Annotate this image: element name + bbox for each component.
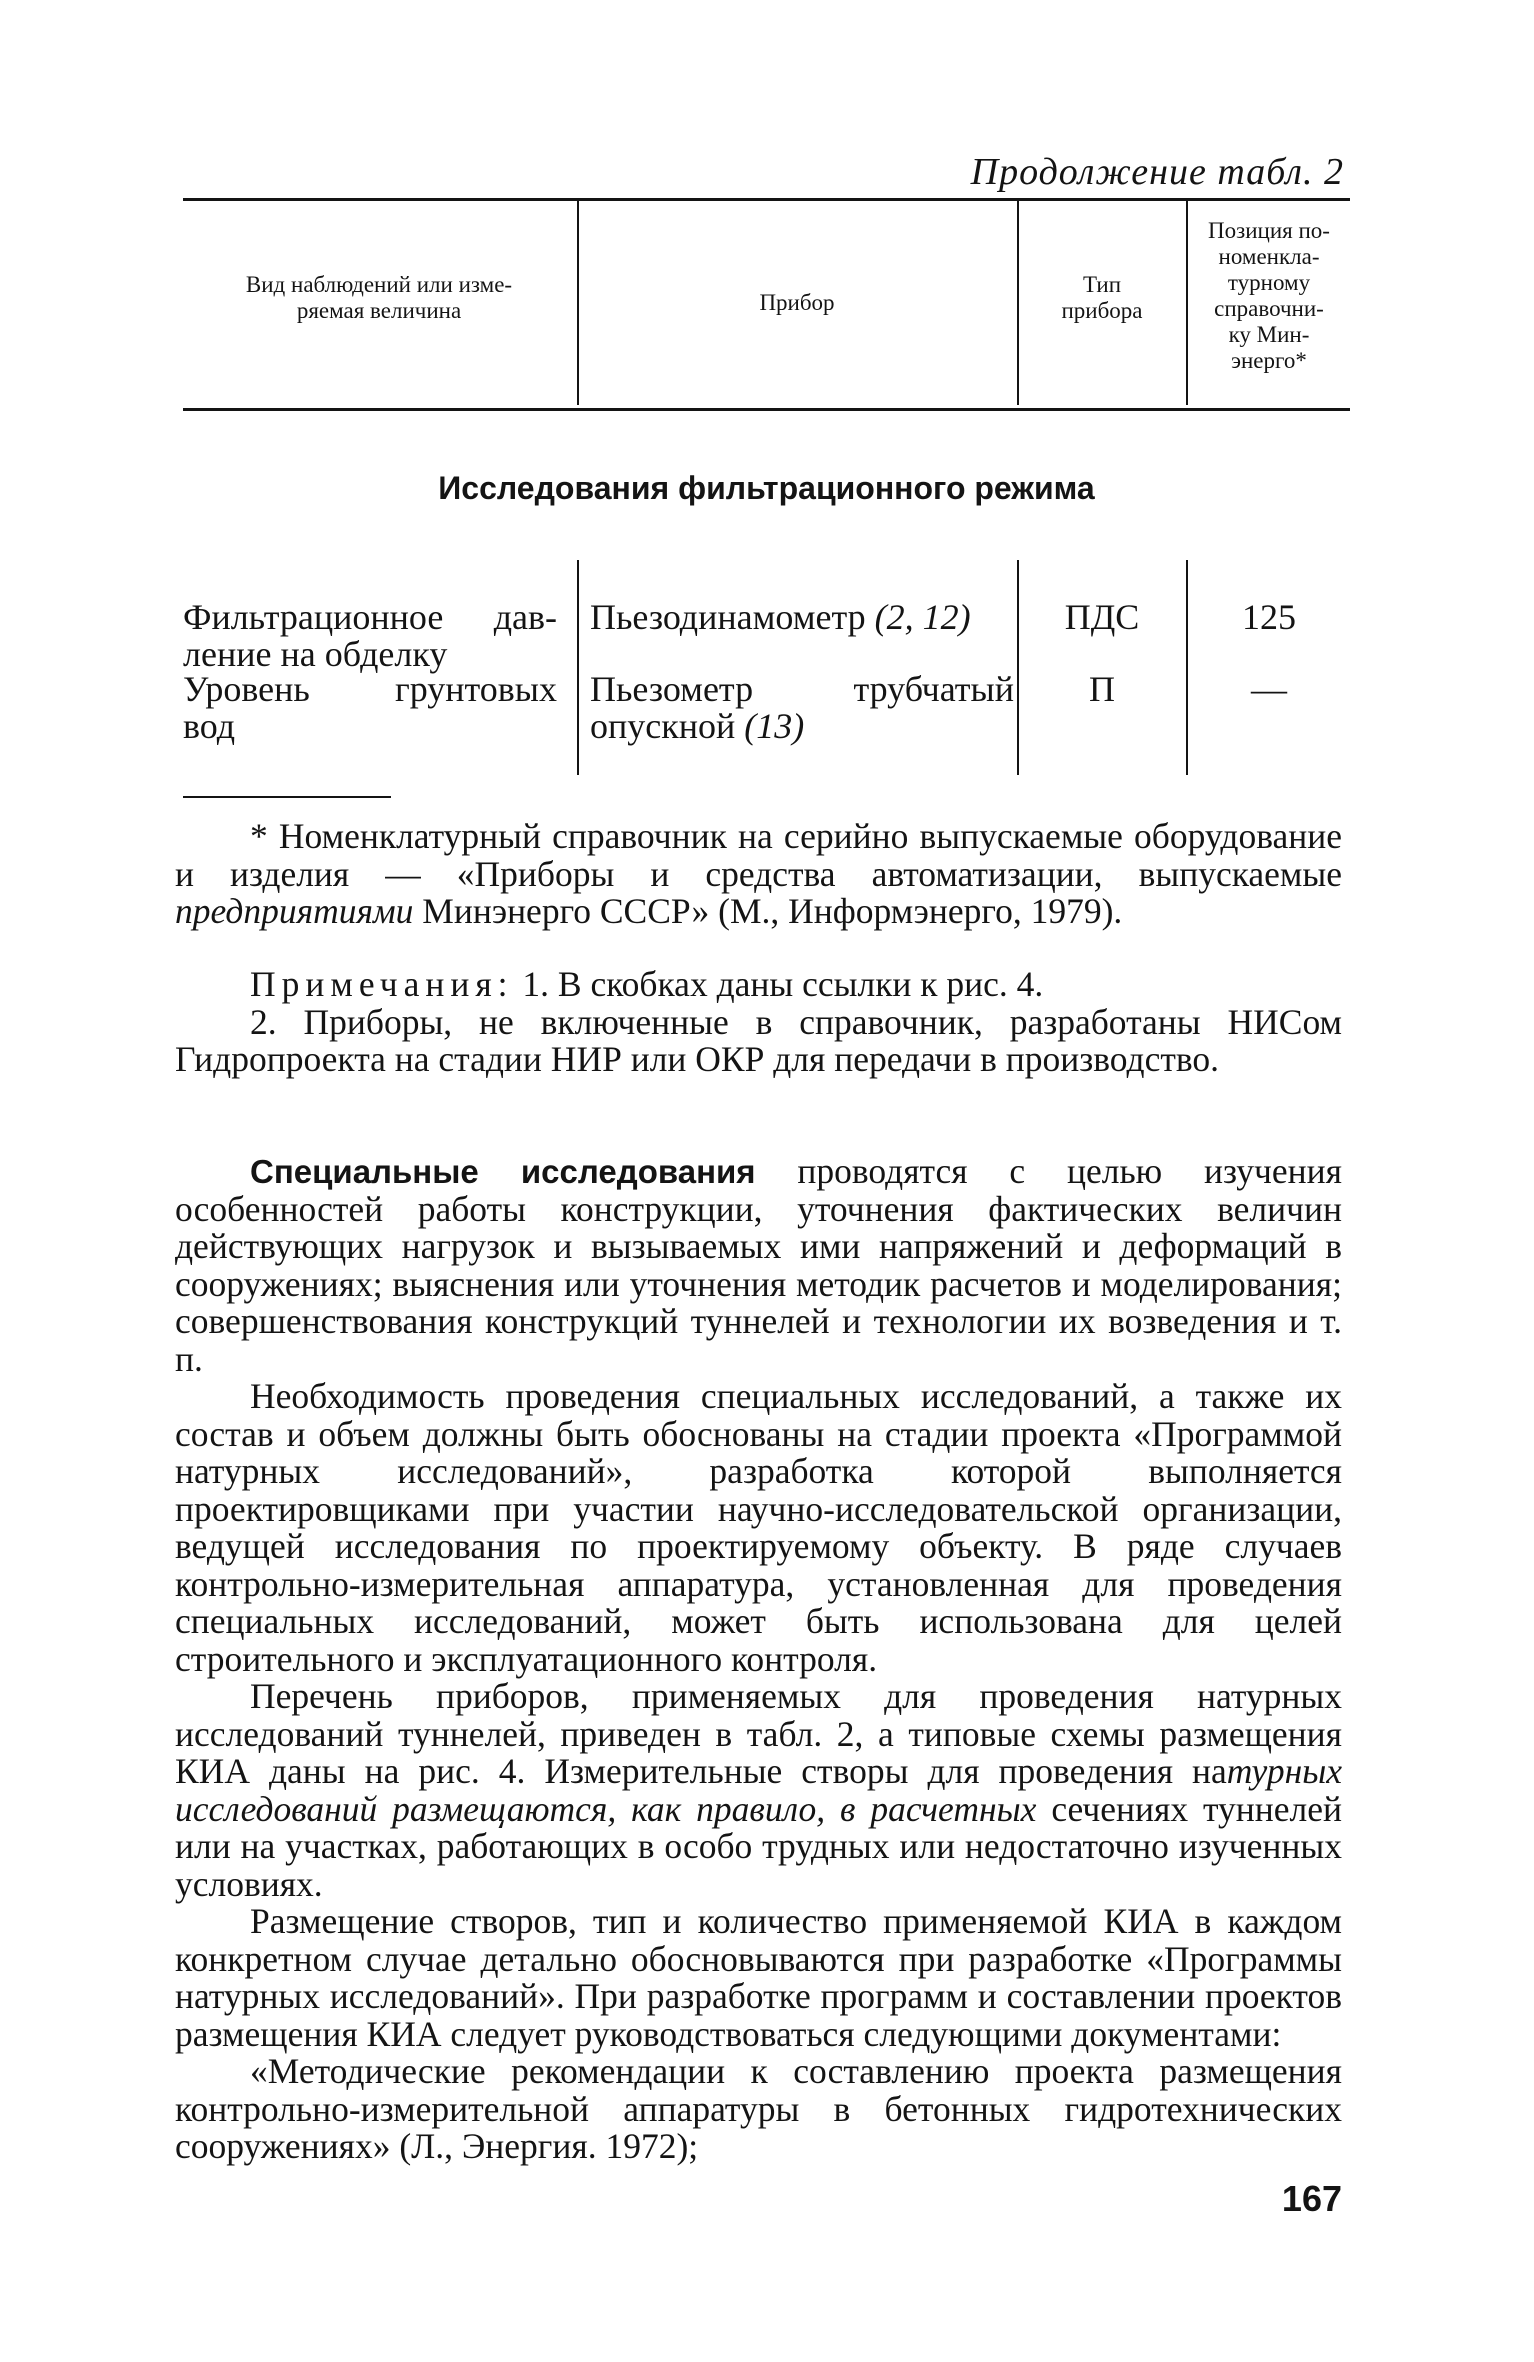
- row2-device-ref: (13): [744, 706, 805, 746]
- row2-device-line2: [590, 706, 1014, 746]
- body-divider-3: [1186, 560, 1188, 775]
- body-text: [175, 1153, 1342, 2166]
- paragraph: «Методические рекомендации к составлению проекта размещения контрольно-измерительной аппаратуры в бетонных гидротехнических сооружениях» (Л., Энергия. 1972);: [175, 2051, 1342, 2166]
- table-top-rule: [183, 198, 1350, 201]
- paragraph: [175, 1153, 1342, 1378]
- row2-device-name-part: опускной: [590, 706, 736, 746]
- header-device-type: Тип прибора: [1061, 272, 1143, 323]
- row1-device-ref: (2, 12): [874, 597, 971, 637]
- footnote-rule: [183, 796, 391, 798]
- paragraph: Необходимость проведения специальных исследований, а также их состав и объем должны быть обоснованы на стадии проекта «Программой натурных исследований», разработка которой выполняется проектировщиками при участии научно-исследовательской организации, ведущей исследования по проектируемому объекту. В ряде случаев контрольно-измерительная аппаратура, установленная для проведения специальных исследований, может быть использована для целей строительного и эксплуатационного контроля.: [175, 1376, 1342, 1679]
- notes-label: Примечания:: [250, 964, 514, 1004]
- row1-catalog-position: 125: [1242, 597, 1296, 637]
- footnote-text-end: Минэнерго СССР» (М., Информэнерго, 1979).: [413, 891, 1123, 931]
- paragraph: Размещение створов, тип и количество применяемой КИА в каждом конкретном случае детально обосновываются при разработке «Программы натурных исследований». При разработке программ и составлении проектов размещения КИА следует руководствоваться следующими документами:: [175, 1901, 1342, 2054]
- row2-catalog-position: —: [1251, 669, 1287, 709]
- header-observation: Вид наблюдений или изме- ряемая величина: [245, 272, 513, 323]
- notes-item-1: 1. В скобках даны ссылки к рис. 4.: [522, 964, 1044, 1004]
- row1-device-type: ПДС: [1064, 597, 1140, 637]
- body-divider-1: [577, 560, 579, 775]
- header-device: Прибор: [759, 290, 835, 315]
- header-catalog-position: Позиция по- номенкла- турному справочни- ку Мин- энерго*: [1208, 218, 1330, 373]
- row2-device-type: П: [1089, 669, 1115, 709]
- paragraph-text-italic: турных исследований размещаются, как правило, в расчетных: [175, 1751, 1342, 1829]
- paragraph-text: проводятся с целью изучения особенностей работы конструкции, уточнения фактических величин действующих нагрузок и вызываемых ими напряжений и деформаций в сооружениях; выяснения или уточнения методик расчетов и моделирования; совершенствования конструкций туннелей и технологии их возведения и т. п.: [175, 1151, 1342, 1379]
- footnote-marker: *: [250, 816, 268, 856]
- page-number: 167: [1281, 2178, 1342, 2219]
- row2-device-line1: Пьезометр трубчатый: [590, 669, 1014, 709]
- row1-observation-line2: ление на обделку: [183, 634, 448, 674]
- table-section-title: Исследования фильтрационного режима: [438, 470, 1095, 506]
- notes-item-2: 2. Приборы, не включенные в справочник, разработаны НИСом Гидропроекта на стадии НИР или ОКР для передачи в производство.: [175, 1001, 1342, 1079]
- table-continuation-label: Продолжение табл. 2: [970, 151, 1344, 193]
- table-header-rule: [183, 408, 1350, 411]
- row2-observation-line2: вод: [183, 706, 236, 746]
- row2-observation-line1: Уровень грунтовых: [183, 669, 557, 709]
- paragraph-text-end: сечениях туннелей или на участках, работающих в особо трудных или недостаточно изученных условиях.: [175, 1788, 1342, 1904]
- paragraph-text: Перечень приборов, применяемых для проведения натурных исследований туннелей, приведен в табл. 2, а типовые схемы размещения КИА даны на рис. 4. Измерительные створы для проведения на: [175, 1676, 1342, 1791]
- paragraph: [175, 1678, 1342, 1903]
- footnote-text-italic: предприятиями: [175, 891, 414, 931]
- row1-device-name: Пьезодинамометр: [590, 597, 866, 637]
- paragraph-lead-term: Специальные исследования: [250, 1153, 756, 1190]
- row1-device: [590, 597, 1010, 637]
- row1-observation-line1: Фильтрационное дав-: [183, 597, 557, 637]
- footnote-text: Номенклатурный справочник на серийно выпускаемые оборудование и изделия — «Приборы и средства автоматизации, выпускаемые: [175, 816, 1342, 894]
- notes: [175, 966, 1342, 1079]
- footnote: [175, 818, 1342, 931]
- body-divider-2: [1017, 560, 1019, 775]
